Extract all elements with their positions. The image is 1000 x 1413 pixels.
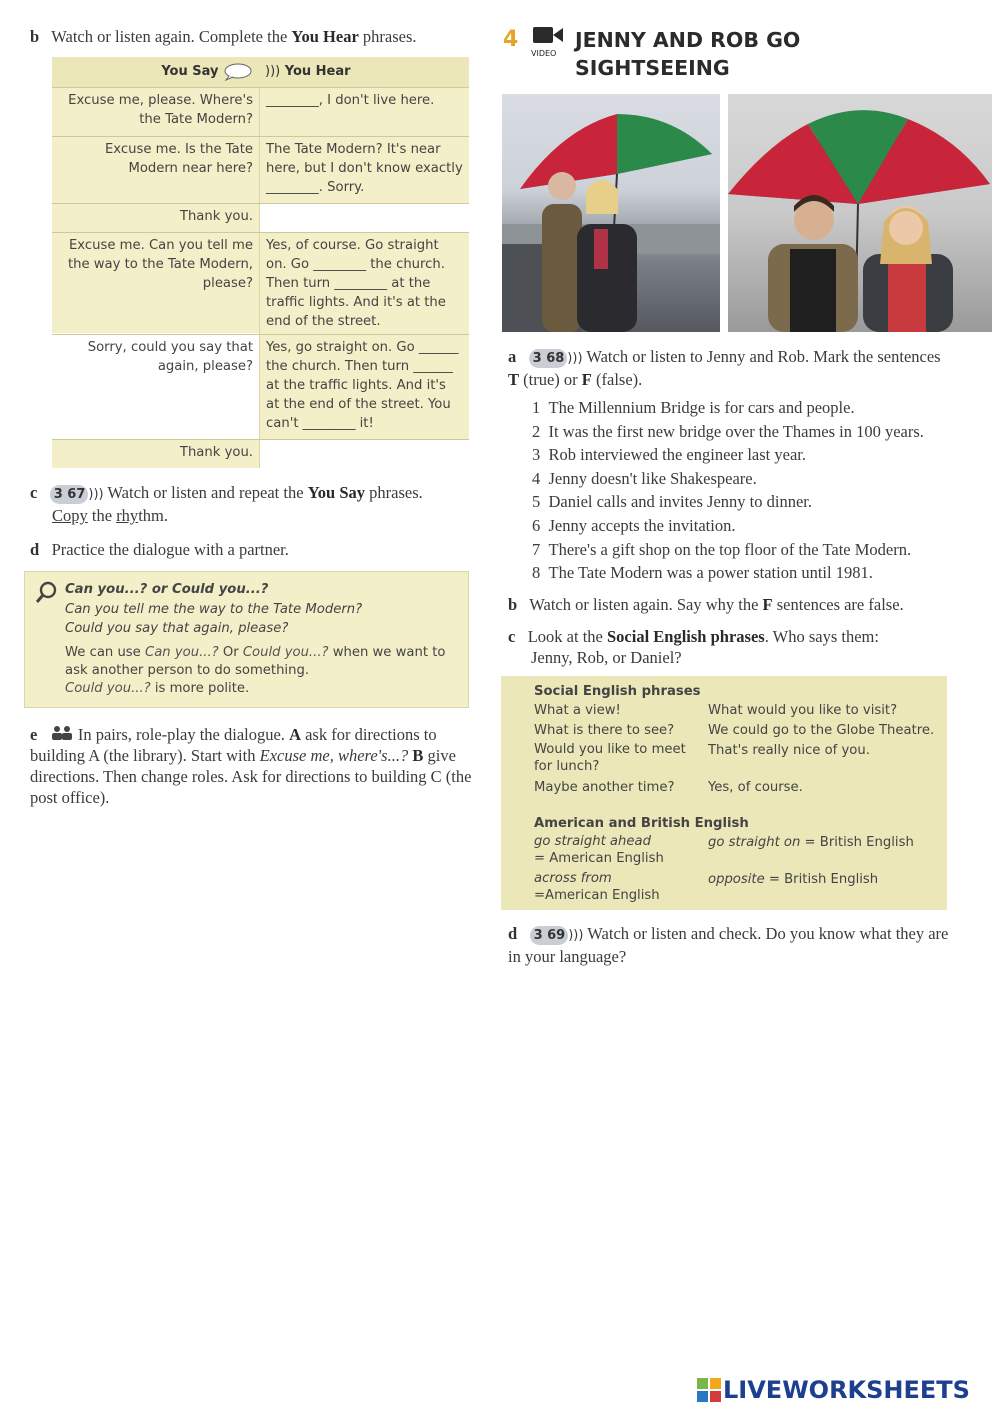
table-header [52,57,469,88]
photo-jenny-and-rob-umbrella [728,94,992,332]
social-phrase: Would you like to meet for lunch? [534,742,686,774]
video-label: VIDEO [531,49,557,58]
you-hear-cell[interactable]: Yes, of course. Go straight on. Go ________ the church. Then turn ________ at the traffic lights. And it's at the end of the street. [259,233,469,334]
pair-work-icon [50,726,74,740]
sound-icon: ))) [265,64,281,79]
you-hear-cell[interactable]: ________, I don't live here. [259,88,469,136]
social-phrase: What is there to see? [534,723,675,738]
american-english-phrase: across from =American English [534,871,660,903]
social-phrase: Maybe another time? [534,780,675,795]
social-phrase: That's really nice of you. [708,743,870,758]
liveworksheets-logo [697,1376,970,1404]
sound-icon: ))) [568,928,584,943]
you-hear-cell[interactable]: The Tate Modern? It's near here, but I don't know exactly ________. Sorry. [259,137,469,203]
table-row [52,137,469,204]
section-number: 4 [503,27,519,52]
table-row [52,440,469,468]
table-row [52,335,469,440]
tip-example: Can you tell me the way to the Tate Modern? [65,602,363,617]
statement[interactable]: 5 Daniel calls and invites Jenny to dinner. [532,492,812,512]
social-english-box [501,676,947,910]
british-english-phrase: opposite = British English [708,872,879,887]
statement[interactable]: 3 Rob interviewed the engineer last year. [532,445,806,465]
liveworksheets-logo-icon [697,1378,721,1402]
section-title: JENNY AND ROB GO SIGHTSEEING [575,28,801,80]
american-english-phrase: go straight ahead = American English [534,834,664,866]
sound-icon: ))) [88,487,104,502]
social-phrase: Yes, of course. [708,780,803,795]
table-row [52,204,469,233]
you-say-cell: Excuse me. Is the Tate Modern near here? [52,137,259,203]
video-camera-icon [531,24,565,46]
exercise-a-instruction: a 3 68 ))) Watch or listen to Jenny and Rob. Mark the sentences T (true) or F (false). [508,347,941,389]
exercise-c-instruction: c 3 67 ))) Watch or listen and repeat the You Say phrases. Copy the rhythm. [30,483,423,525]
exercise-b-right-instruction: b Watch or listen again. Say why the F sentences are false. [508,595,904,614]
exercise-d-instruction: d Practice the dialogue with a partner. [30,540,289,559]
british-english-phrase: go straight on = British English [708,835,914,850]
statement[interactable]: 1 The Millennium Bridge is for cars and people. [532,398,855,417]
exercise-d-right-instruction: d 3 69 ))) Watch or listen and check. Do you know what they are in your language? [508,924,949,966]
tip-example: Could you say that again, please? [65,621,289,636]
you-hear-cell[interactable]: Yes, go straight on. Go ______ the church. Then turn ______ at the traffic lights. And it's at the end of the street. You can't ________ it! [259,335,469,439]
magnifier-icon [35,580,59,604]
statement[interactable]: 7 There's a gift shop on the top floor of the Tate Modern. [532,539,912,559]
social-phrase: We could go to the Globe Theatre. [708,723,935,738]
sound-icon: ))) [567,351,583,366]
grammar-tip-box [24,571,469,708]
exercise-e-instruction: e In pairs, role-play the dialogue. A ask for directions to building A (the library). Start with Excuse me, where's...? B give directions. Then change roles. Ask for directions to building C (the post office). [30,725,472,807]
photo-jenny-and-rob-bridge [502,94,720,332]
social-title: Social English phrases [534,684,701,699]
you-say-cell: Thank you. [52,204,259,232]
exercise-c-right-instruction: c Look at the Social English phrases. Who says them: Jenny, Rob, or Daniel? [508,627,879,667]
audio-track-badge[interactable]: 3 69 [530,926,569,945]
speech-bubble-icon [223,63,253,81]
header-you-say: You Say [52,57,259,87]
american-british-title: American and British English [534,816,749,831]
you-say-cell: Thank you. [52,440,259,468]
statement[interactable]: 4 Jenny doesn't like Shakespeare. [532,468,757,488]
you-say-cell: Sorry, could you say that again, please? [52,335,259,439]
true-false-statements [532,396,972,585]
you-hear-cell [259,204,469,232]
statement[interactable]: 6 Jenny accepts the invitation. [532,515,736,535]
statement[interactable]: 8 The Tate Modern was a power station until 1981. [532,563,873,583]
header-you-hear: ))) You Hear [265,64,351,79]
you-hear-cell [259,440,469,468]
table-row [52,233,469,335]
exercise-b-instruction: b Watch or listen again. Complete the You Hear phrases. [30,27,417,46]
table-row [52,88,469,137]
audio-track-badge[interactable]: 3 68 [529,349,568,368]
social-phrase: What would you like to visit? [708,703,898,718]
audio-track-badge[interactable]: 3 67 [50,485,89,504]
liveworksheets-brand: LIVEWORKSHEETS [723,1376,970,1404]
tip-title: Can you...? or Could you...? [65,582,269,597]
dialogue-table [52,57,469,468]
you-say-cell: Excuse me. Can you tell me the way to the Tate Modern, please? [52,233,259,333]
social-phrase: What a view! [534,703,621,718]
video-badge [531,24,565,60]
statement[interactable]: 2 It was the first new bridge over the Thames in 100 years. [532,421,924,441]
you-say-cell: Excuse me, please. Where's the Tate Modern? [52,88,259,136]
tip-explanation: We can use Can you...? Or Could you...? when we want to ask another person to do something. Could you...? is more polite. [65,645,446,696]
